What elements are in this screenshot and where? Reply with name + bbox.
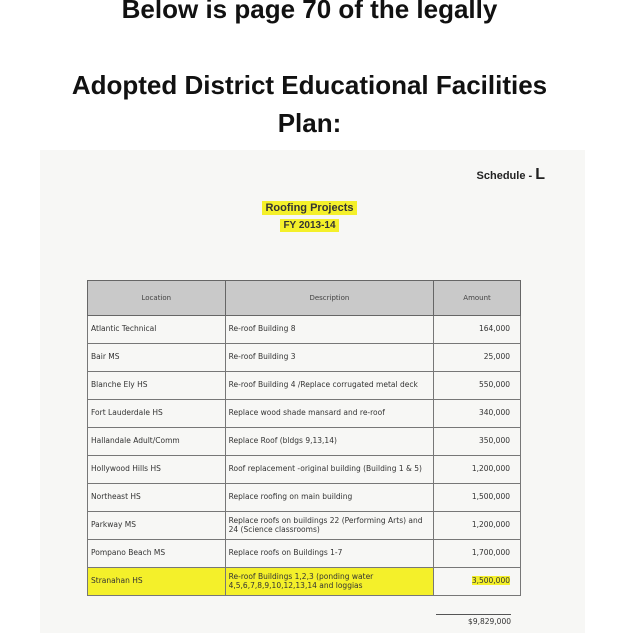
cell-amount: 164,000 <box>434 316 521 344</box>
cell-description: Roof replacement -original building (Building 1 & 5) <box>225 456 434 484</box>
table-row <box>88 400 521 428</box>
cell-description: Re-roof Building 4 /Replace corrugated metal deck <box>225 372 434 400</box>
document-fiscal-year <box>0 220 619 231</box>
cell-description: Replace roofs on buildings 22 (Performing Arts) and 24 (Science classrooms) <box>225 512 434 540</box>
cell-description: Replace wood shade mansard and re-roof <box>225 400 434 428</box>
cell-amount: 1,200,000 <box>434 512 521 540</box>
table-row <box>88 344 521 372</box>
table-total: $9,829,000 <box>436 614 511 626</box>
table-row <box>88 540 521 568</box>
fiscal-year-text: FY 2013-14 <box>280 219 338 232</box>
cell-location: Blanche Ely HS <box>88 372 226 400</box>
cell-amount: 1,500,000 <box>434 484 521 512</box>
cell-location: Fort Lauderdale HS <box>88 400 226 428</box>
roofing-projects-table <box>87 280 521 596</box>
cell-description: Replace Roof (bldgs 9,13,14) <box>225 428 434 456</box>
cell-amount: 1,700,000 <box>434 540 521 568</box>
headline-line-3: Plan: <box>277 108 342 138</box>
table-row <box>88 316 521 344</box>
cell-location: Northeast HS <box>88 484 226 512</box>
cell-amount: 25,000 <box>434 344 521 372</box>
cell-description: Re-roof Building 8 <box>225 316 434 344</box>
cell-description: Re-roof Buildings 1,2,3 (ponding water 4,5,6,7,8,9,10,12,13,14 and loggias <box>225 568 434 596</box>
headline-line-2: Adopted District Educational Facilities <box>71 70 548 100</box>
cell-location: Stranahan HS <box>88 568 226 596</box>
cell-location: Pompano Beach MS <box>88 540 226 568</box>
cell-location: Hollywood Hills HS <box>88 456 226 484</box>
table-row <box>88 372 521 400</box>
cell-description: Replace roofs on Buildings 1-7 <box>225 540 434 568</box>
document-title-text: Roofing Projects <box>262 201 356 215</box>
cell-location: Hallandale Adult/Comm <box>88 428 226 456</box>
column-header-amount: Amount <box>434 281 521 316</box>
table-row-highlighted <box>88 568 521 596</box>
table-header-row <box>88 281 521 316</box>
cell-amount: 350,000 <box>434 428 521 456</box>
cell-amount <box>434 568 521 596</box>
cell-amount: 550,000 <box>434 372 521 400</box>
cell-location: Parkway MS <box>88 512 226 540</box>
document-title <box>0 202 619 214</box>
schedule-label <box>477 166 545 184</box>
table-row <box>88 512 521 540</box>
column-header-location: Location <box>88 281 226 316</box>
column-header-description: Description <box>225 281 434 316</box>
table-row <box>88 428 521 456</box>
cell-description: Replace roofing on main building <box>225 484 434 512</box>
cell-location: Bair MS <box>88 344 226 372</box>
cell-amount: 340,000 <box>434 400 521 428</box>
cell-amount: 1,200,000 <box>434 456 521 484</box>
headline-line-1: Below is page 70 of the legally <box>121 0 498 24</box>
amount-highlight: 3,500,000 <box>471 576 510 586</box>
schedule-letter: L <box>535 166 545 183</box>
schedule-text: Schedule - <box>476 170 533 182</box>
cell-location: Atlantic Technical <box>88 316 226 344</box>
table-row <box>88 456 521 484</box>
cell-description: Re-roof Building 3 <box>225 344 434 372</box>
table-row <box>88 484 521 512</box>
